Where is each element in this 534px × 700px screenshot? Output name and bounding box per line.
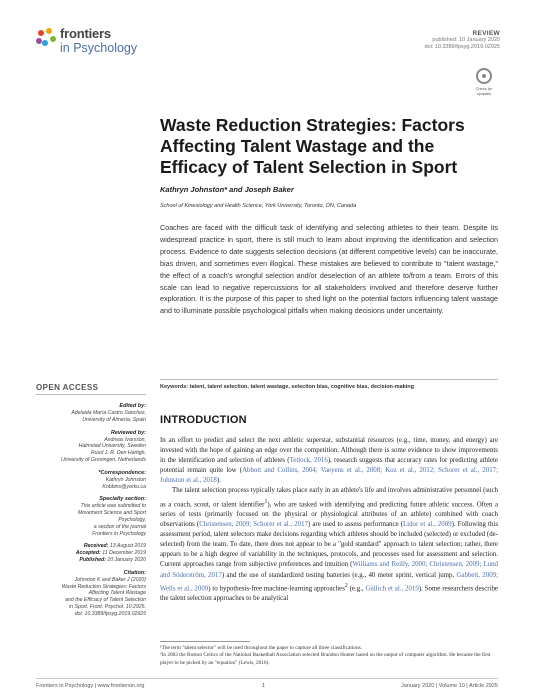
journal-brand: frontiers (60, 26, 111, 41)
citation-link[interactable]: Tetlock, 2016 (289, 457, 328, 465)
article-meta (424, 30, 500, 51)
correspondence: *Correspondence: Kathryn Johnston Knbbins@yorku.ca (36, 470, 146, 491)
correspondence-email[interactable]: Knbbins@yorku.ca (102, 483, 146, 490)
footer-divider (36, 678, 498, 679)
keywords-label: Keywords: (160, 384, 189, 390)
citation: Citation: Johnston K and Baker J (2020) Waste Reduction Strategies: Factors Affecting Talent Wastage and the Efficacy of Talent Selection in Sport. Front. Psychol. 10:2925. doi: 10.3389/fpsyg.2019.02925 (61, 569, 146, 617)
open-access-label: OPEN ACCESS (36, 383, 99, 392)
footnote-divider (160, 641, 250, 642)
journal-name: in Psychology (60, 41, 138, 55)
check-for-updates-button[interactable]: Check for updates (470, 68, 498, 100)
citation-link[interactable]: Williams and Reilly, 2000; Christensen, 2009; Lund and Söderström, 2017 (160, 561, 498, 579)
abstract: Coaches are faced with the difficult task of identifying and selecting athletes to their team. Despite its widespread practice in sport, there is still much to learn about improving the identification and selection process. Evidence to date suggests selection decisions (at different competitive levels) can be inaccurate, bias driven, and sometimes even illogical. These mistakes are believed to contribute to "talent wastage," the effect of a coach's wrongful selection and/or deselection of an athlete to/from a team. Errors of this scale can lead to negative repercussions for all stakeholders involved and therefore deserve further exploration. It is the purpose of this paper to shed light on the potential factors influencing talent wastage and to illuminate possible psychological pitfalls when making decisions under uncertainty. (160, 223, 498, 316)
article-dates: Received: 13 August 2019 Accepted: 11 December 2019 Published: 10 January 2020 (75, 543, 146, 563)
citation-link[interactable]: Lidor et al., 2009 (402, 521, 452, 529)
footnote-2: ²In 2003 the Boston Celtics of the National Basketball Association selected Brandon Hunter based on the output of computer algorithm. He became the first player to be picked by an "equation" (Lewis, 2016). (160, 652, 491, 666)
footnotes (160, 645, 498, 667)
section-heading-introduction: INTRODUCTION (160, 414, 247, 426)
frontiers-logo-icon (36, 28, 58, 50)
citation-link[interactable]: Güllich et al., 2019 (365, 584, 419, 592)
paragraph: In an effort to predict and select the next athletic superstar, substantial resources (e.g., time, money, and energy) are invested with the hope of gaining an edge over the competition. Although there is some evidence to show improvements in the identification and selection of athletes (Tetlock, 2016), research suggests that accuracy rates for predicting athlete potential remain quite low (Abbott and Collins, 2004; Vaeyens et al., 2008; Koz et al., 2012; Schorer et al., 2017; Johnston et al., 2018). (160, 437, 498, 485)
keywords-list: talent, talent selection, talent wastage, selection bias, cognitive bias, decision-making (189, 384, 414, 390)
author-list: Kathryn Johnston* and Joseph Baker (160, 185, 294, 194)
article-title: Waste Reduction Strategies: Factors Affecting Talent Wastage and the Efficacy of Talent Selection in Sport (160, 115, 465, 177)
footer-journal-link[interactable]: Frontiers in Psychology | www.frontiersin.org (36, 683, 145, 689)
body-text (160, 436, 498, 604)
sidebar (36, 403, 146, 624)
keywords (160, 384, 498, 390)
article-type: REVIEW (472, 30, 500, 37)
frontiers-logo[interactable] (36, 26, 186, 60)
published-date: published: 10 January 2020 (432, 37, 500, 43)
footnote-1: ¹The term "talent selector" will be used throughout the paper to capture all three classifications. (160, 645, 362, 651)
divider (160, 379, 498, 380)
page-number: 1 (262, 683, 266, 689)
affiliation: School of Kinesiology and Health Science, York University, Toronto, ON, Canada (160, 203, 357, 209)
divider (36, 394, 146, 395)
citation-link[interactable]: Abbott and Collins, 2004; Vaeyens et al., 2008; Koz et al., 2012; Schorer et al., 2017; Johnston et al., 2018 (160, 467, 498, 485)
citation-link[interactable]: Christensen, 2009; Schorer et al., 2017 (199, 521, 308, 529)
check-updates-icon (476, 68, 492, 84)
citation-link[interactable]: Gabbett, 2009; Wells et al., 2009 (160, 571, 499, 592)
reviewed-by: Reviewed by: Andreas Ivarsson, Halmstad University, Sweden Ruud J. R. Den Hartigh, University of Groningen, Netherlands (60, 429, 146, 463)
edited-by: Edited by: Adelaida María Castro Sánchez, University of Almería, Spain (71, 403, 146, 423)
paragraph: The talent selection process typically takes place early in an athlete's life and involves administrative personnel (such as a coach, scout, or talent identifier$^1$), who are tasked with identifying and predicting future athletic success. Often a series of tests (primarily focused on the physical or physiological attributes of an athlete) combined with coach observations (Christensen, 2009; Schorer et al., 2017) are used to assess performance (Lidor et al., 2009). Following this assessment period, talent selectors make decisions regarding which athletes should be included (selected) or excluded (de-selected) from the team. To date, there does not appear to be a "gold standard" approach to talent selection; rather, there appears to be a high degree of variability in the techniques, protocols, and processes used for assessment and selection. Current approaches range from subjective preferences and intuition (Williams and Reilly, 2000; Christensen, 2009; Lund and Söderström, 2017) and the use of standardized testing batteries (e.g., 40 meter sprint, vertical jump, Gabbett, 2009; Wells et al., 2009) to hypothesis-free machine-learning approaches$^2$ (e.g., Güllich et al., 2019). Some researchers describe the talent selection approaches to be analytical (160, 487, 499, 602)
footer-issue: January 2020 | Volume 10 | Article 2925 (400, 683, 498, 689)
doi-link[interactable]: doi: 10.3389/fpsyg.2019.02925 (424, 44, 500, 50)
specialty-section: Specialty section: This article was submitted to Movement Science and Sport Psychology, a section of the journal Frontiers in Psychology (77, 496, 146, 537)
